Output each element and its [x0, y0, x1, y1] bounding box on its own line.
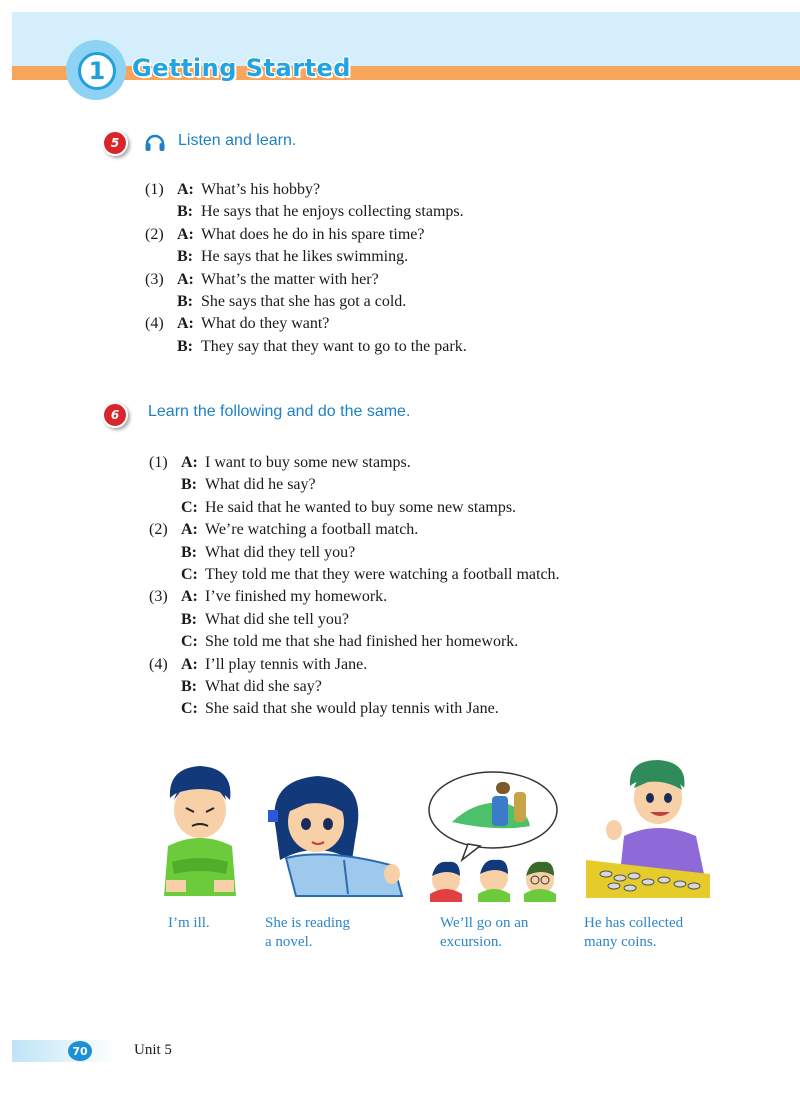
dialog-text: We’re watching a football match. — [205, 521, 419, 539]
item-number: (2) — [145, 225, 164, 243]
dialog-list-5 — [145, 179, 467, 358]
item-number — [149, 609, 181, 631]
speaker-label: A: — [177, 181, 194, 198]
dialog-line — [145, 291, 467, 313]
dialog-line — [145, 201, 467, 223]
speaker-label: B: — [181, 476, 197, 494]
dialog-text: What did they tell you? — [205, 543, 356, 561]
item-number — [145, 291, 177, 313]
item-number: (4) — [145, 315, 164, 333]
activity-badge-6: 6 — [102, 402, 128, 428]
speaker-label: B: — [181, 678, 197, 696]
unit-label: Unit 5 — [134, 1042, 172, 1058]
speaker-label: B: — [181, 610, 197, 628]
item-number: (4) — [149, 655, 168, 673]
dialog-text: What did she say? — [205, 678, 322, 696]
dialog-text: What does he do in his spare time? — [201, 225, 425, 243]
dialog-text: She says that she has got a cold. — [201, 293, 407, 311]
dialog-line — [149, 586, 560, 608]
instruction-5: Listen and learn. — [178, 132, 297, 149]
header-stripe — [12, 66, 800, 80]
instruction-6: Learn the following and do the same. — [148, 403, 411, 420]
item-number — [149, 631, 181, 653]
speaker-label: C: — [181, 700, 198, 718]
caption-2: She is reading a novel. — [265, 915, 350, 950]
item-number — [149, 676, 181, 698]
item-number — [145, 246, 177, 268]
dialog-text: I want to buy some new stamps. — [205, 454, 411, 471]
dialog-text: She said that she would play tennis with Jane. — [205, 700, 499, 718]
dialog-text: They say that they want to go to the park. — [201, 337, 467, 355]
speaker-label: B: — [177, 293, 193, 311]
item-number — [149, 474, 181, 496]
speaker-label: A: — [181, 588, 198, 606]
item-number — [149, 497, 181, 519]
dialog-line — [145, 313, 467, 335]
speaker-label: A: — [177, 270, 194, 288]
dialog-line — [149, 497, 560, 519]
speaker-label: C: — [181, 633, 198, 651]
dialog-text: What do they want? — [201, 315, 330, 333]
headphones-icon[interactable] — [144, 132, 166, 152]
dialog-text: I’ll play tennis with Jane. — [205, 655, 368, 673]
speaker-label: C: — [181, 498, 198, 516]
dialog-text: What did she tell you? — [205, 610, 349, 628]
dialog-line — [149, 519, 560, 541]
dialog-text: They told me that they were watching a football match. — [205, 566, 560, 584]
speaker-label: A: — [181, 521, 198, 539]
excursion-illustration — [418, 768, 568, 902]
item-number: (3) — [145, 270, 164, 288]
speaker-label: A: — [181, 454, 198, 471]
girl-reading-illustration — [256, 770, 406, 900]
dialog-text: I’ve finished my homework. — [205, 588, 388, 606]
item-number — [145, 201, 177, 223]
item-number — [149, 564, 181, 586]
dialog-line — [149, 452, 560, 474]
dialog-text: He says that he likes swimming. — [201, 248, 409, 266]
dialog-line — [149, 676, 560, 698]
boy-coins-illustration — [584, 756, 716, 898]
section-number: 1 — [78, 52, 116, 90]
speaker-label: C: — [181, 566, 198, 584]
dialog-list-6 — [149, 452, 560, 721]
speaker-label: B: — [181, 543, 197, 561]
speaker-label: A: — [177, 315, 194, 333]
caption-4: He has collected many coins. — [584, 915, 684, 950]
dialog-line — [149, 654, 560, 676]
dialog-line — [149, 542, 560, 564]
item-number — [149, 542, 181, 564]
caption-1: I’m ill. — [168, 915, 210, 931]
boy-ill-illustration — [150, 758, 250, 898]
dialog-line — [149, 698, 560, 720]
speaker-label: B: — [177, 203, 193, 221]
dialog-line — [145, 179, 467, 201]
dialog-text: What’s his hobby? — [201, 181, 321, 198]
footer-bar — [12, 1040, 116, 1062]
dialog-line — [145, 269, 467, 291]
caption-3: We’ll go on an excursion. — [440, 915, 529, 950]
dialog-text: What did he say? — [205, 476, 316, 494]
dialog-text: He said that he wanted to buy some new stamps. — [205, 498, 517, 516]
page-title: Getting Started — [132, 54, 351, 82]
page-number: 70 — [68, 1041, 92, 1061]
speaker-label: B: — [177, 248, 193, 266]
activity-badge-5: 5 — [102, 130, 128, 156]
speaker-label: B: — [177, 337, 193, 355]
dialog-line — [149, 474, 560, 496]
dialog-line — [149, 609, 560, 631]
dialog-line — [145, 224, 467, 246]
dialog-line — [149, 564, 560, 586]
dialog-line — [149, 631, 560, 653]
item-number: (1) — [149, 454, 168, 471]
item-number: (3) — [149, 588, 168, 606]
speaker-label: A: — [177, 225, 194, 243]
dialog-line — [145, 246, 467, 268]
item-number: (1) — [145, 181, 164, 198]
speaker-label: A: — [181, 655, 198, 673]
dialog-line — [145, 336, 467, 358]
item-number — [145, 336, 177, 358]
item-number — [149, 698, 181, 720]
dialog-text: She told me that she had finished her homework. — [205, 633, 519, 651]
dialog-text: What’s the matter with her? — [201, 270, 379, 288]
item-number: (2) — [149, 521, 168, 539]
dialog-text: He says that he enjoys collecting stamps. — [201, 203, 464, 221]
